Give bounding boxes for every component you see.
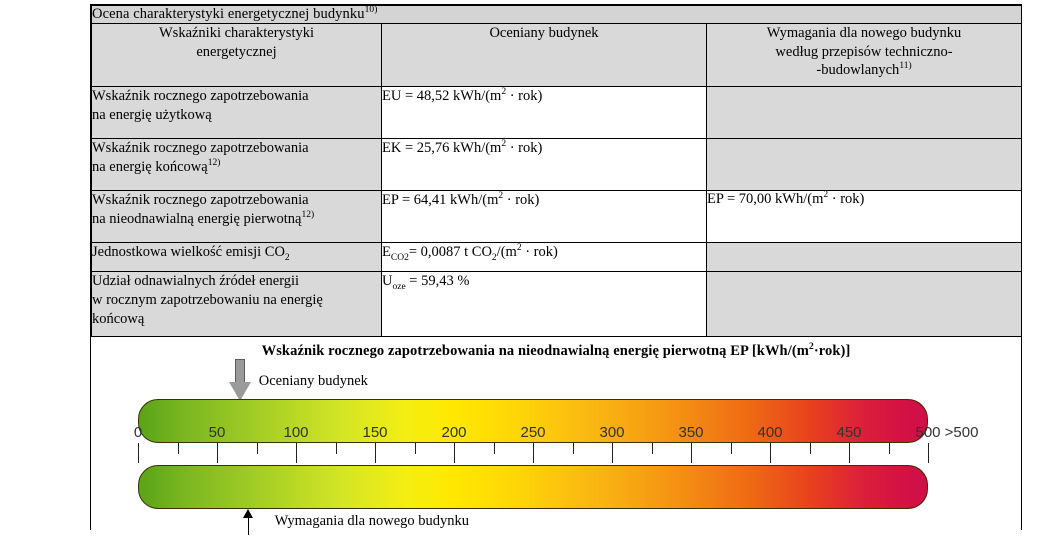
axis-tick-minor [415,443,416,454]
axis-tick-label: 300 [599,424,625,441]
row-co2-label-text: Jednostkowa wielkość emisji CO [92,244,285,260]
row-co2-symbol-sub: CO [390,252,405,263]
row-oze-label-line2: w rocznym zapotrzebowaniu na energię [92,291,323,308]
row-ep-value-prefix: EP = 64,41 kWh/(m [382,192,499,208]
row-co2-unit-open: /(m [496,244,517,260]
energy-scale-bar-bottom [138,465,928,509]
header-indicators-line1: Wskaźniki charakterystyki [158,25,314,41]
row-eu-label-line1: Wskaźnik rocznego zapotrzebowania [92,88,309,104]
axis-tick-minor [889,443,890,454]
arrow-shaft [248,514,250,535]
assessed-building-marker-label: Oceniany budynek [258,373,368,389]
row-co2-unit-close: · rok) [521,244,558,260]
axis-tick-label: 150 [362,424,388,441]
table-title-cell [92,6,1022,24]
chart-title-exponent: 2 [808,342,814,353]
axis-tick-major [296,443,297,463]
new-building-requirement-marker-label: Wymagania dla nowego budynku [274,513,470,529]
header-requirements-line2: według przepisów techniczno- [775,43,953,60]
axis-tick-label: 100 [283,424,309,441]
row-co2-value [382,243,707,272]
table-row [92,272,1022,337]
row-ek-label-line1: Wskaźnik rocznego zapotrzebowania [92,140,309,156]
axis-tick-label: 450 [836,424,862,441]
axis-tick-label: 500 [915,424,941,441]
chart-title [91,343,1021,360]
axis-tick-major [612,443,613,463]
row-co2-symbol-sub2: 2 [404,252,409,263]
axis-tick-major [928,443,929,463]
row-eu-requirement-empty [707,87,1022,139]
row-ek-value-suffix: · rok) [506,140,543,156]
axis-tick-minor [810,443,811,454]
axis-tick-minor [257,443,258,454]
row-ep-requirement-exponent: 2 [823,190,829,201]
axis-tick-major [533,443,534,463]
table-row [92,139,1022,191]
table-title-text: Ocena charakterystyki energetycznej budynku [92,6,365,22]
row-ep-label-line2: na nieodnawialną energię pierwotną [92,210,302,227]
table-title-footnote: 10) [364,5,378,16]
axis-tick-minor [336,443,337,454]
ep-scale-chart [91,337,1021,537]
table-title-row [92,6,1022,24]
row-ep-requirement [707,191,1022,243]
row-ek-label-line2: na energię końcową [92,158,208,175]
axis-tick-minor [652,443,653,454]
row-ek-value-exponent: 2 [501,139,507,150]
row-co2-label-subscript: 2 [284,252,290,263]
chart-title-main: Wskaźnik rocznego zapotrzebowania na nieodnawialną energię pierwotną EP [kWh/(m [261,343,809,359]
axis-tick-label: 50 [208,424,226,441]
row-ep-label [92,191,382,243]
row-ek-label-footnote: 12) [207,158,221,169]
row-ep-label-footnote: 12) [301,210,315,221]
axis-tick-major [770,443,771,463]
table-row [92,191,1022,243]
row-co2-requirement-empty [707,243,1022,272]
assessed-building-arrow-icon [229,359,251,401]
header-requirements [707,24,1022,87]
row-oze-label-line1: Udział odnawialnych źródeł energii [92,273,300,289]
energy-performance-table [91,5,1022,337]
header-assessed-building [382,24,707,87]
row-ek-requirement-empty [707,139,1022,191]
axis-tick-minor [573,443,574,454]
row-eu-value-suffix: · rok) [506,88,543,104]
table-row [92,87,1022,139]
axis-tick-minor [494,443,495,454]
axis-tick-major [691,443,692,463]
new-building-requirement-arrow-icon [242,509,256,535]
header-requirements-line3: -budowlanych [816,62,900,79]
axis-tick-major [375,443,376,463]
axis-tick-label: 250 [520,424,546,441]
row-eu-value-exponent: 2 [501,87,507,98]
table-header-row [92,24,1022,87]
axis-tick-major [849,443,850,463]
row-co2-unit-exponent: 2 [516,243,522,254]
row-co2-label [92,243,382,272]
header-assessed-building-text: Oceniany budynek [489,25,599,41]
row-oze-label-line3: końcową [92,310,145,327]
row-ep-value-exponent: 2 [498,191,504,202]
row-oze-value [382,272,707,337]
row-eu-value [382,87,707,139]
axis-tick-label: 350 [678,424,704,441]
row-ep-value-suffix: · rok) [503,192,540,208]
row-oze-value-rest: = 59,43 % [405,273,470,289]
row-ep-requirement-suffix: · rok) [828,191,865,207]
row-eu-value-prefix: EU = 48,52 kWh/(m [382,88,502,104]
row-oze-symbol-sub: oze [392,281,406,292]
energy-certificate-figure [90,4,1022,530]
axis-overflow-label: >500 [944,424,979,441]
arrow-shaft [235,359,245,383]
table-row [92,243,1022,272]
axis-tick-label: 400 [757,424,783,441]
row-ek-value [382,139,707,191]
axis-tick-major [217,443,218,463]
axis-tick-label: 0 [133,424,143,441]
row-eu-label-line2: na energię użytkową [92,106,212,123]
row-oze-symbol: U [382,273,393,289]
row-co2-value-mid: = 0,0087 t CO [408,244,492,260]
axis-tick-major [138,443,139,463]
header-indicators [92,24,382,87]
row-oze-label [92,272,382,337]
row-ep-requirement-prefix: EP = 70,00 kWh/(m [707,191,824,207]
axis-tick-minor [178,443,179,454]
ep-scale-axis [133,424,979,465]
row-ep-label-line1: Wskaźnik rocznego zapotrzebowania [92,192,309,208]
axis-tick-label: 200 [441,424,467,441]
row-co2-unit-sub: 2 [491,252,497,263]
row-ep-value [382,191,707,243]
chart-title-end: ·rok)] [813,343,851,359]
axis-tick-minor [731,443,732,454]
row-co2-symbol: E [382,244,391,260]
row-eu-label [92,87,382,139]
row-ek-label [92,139,382,191]
axis-tick-major [454,443,455,463]
row-ek-value-prefix: EK = 25,76 kWh/(m [382,140,502,156]
header-requirements-footnote: 11) [899,61,912,72]
header-requirements-line1: Wymagania dla nowego budynku [766,25,962,41]
header-indicators-line2: energetycznej [196,43,277,60]
row-oze-requirement-empty [707,272,1022,337]
